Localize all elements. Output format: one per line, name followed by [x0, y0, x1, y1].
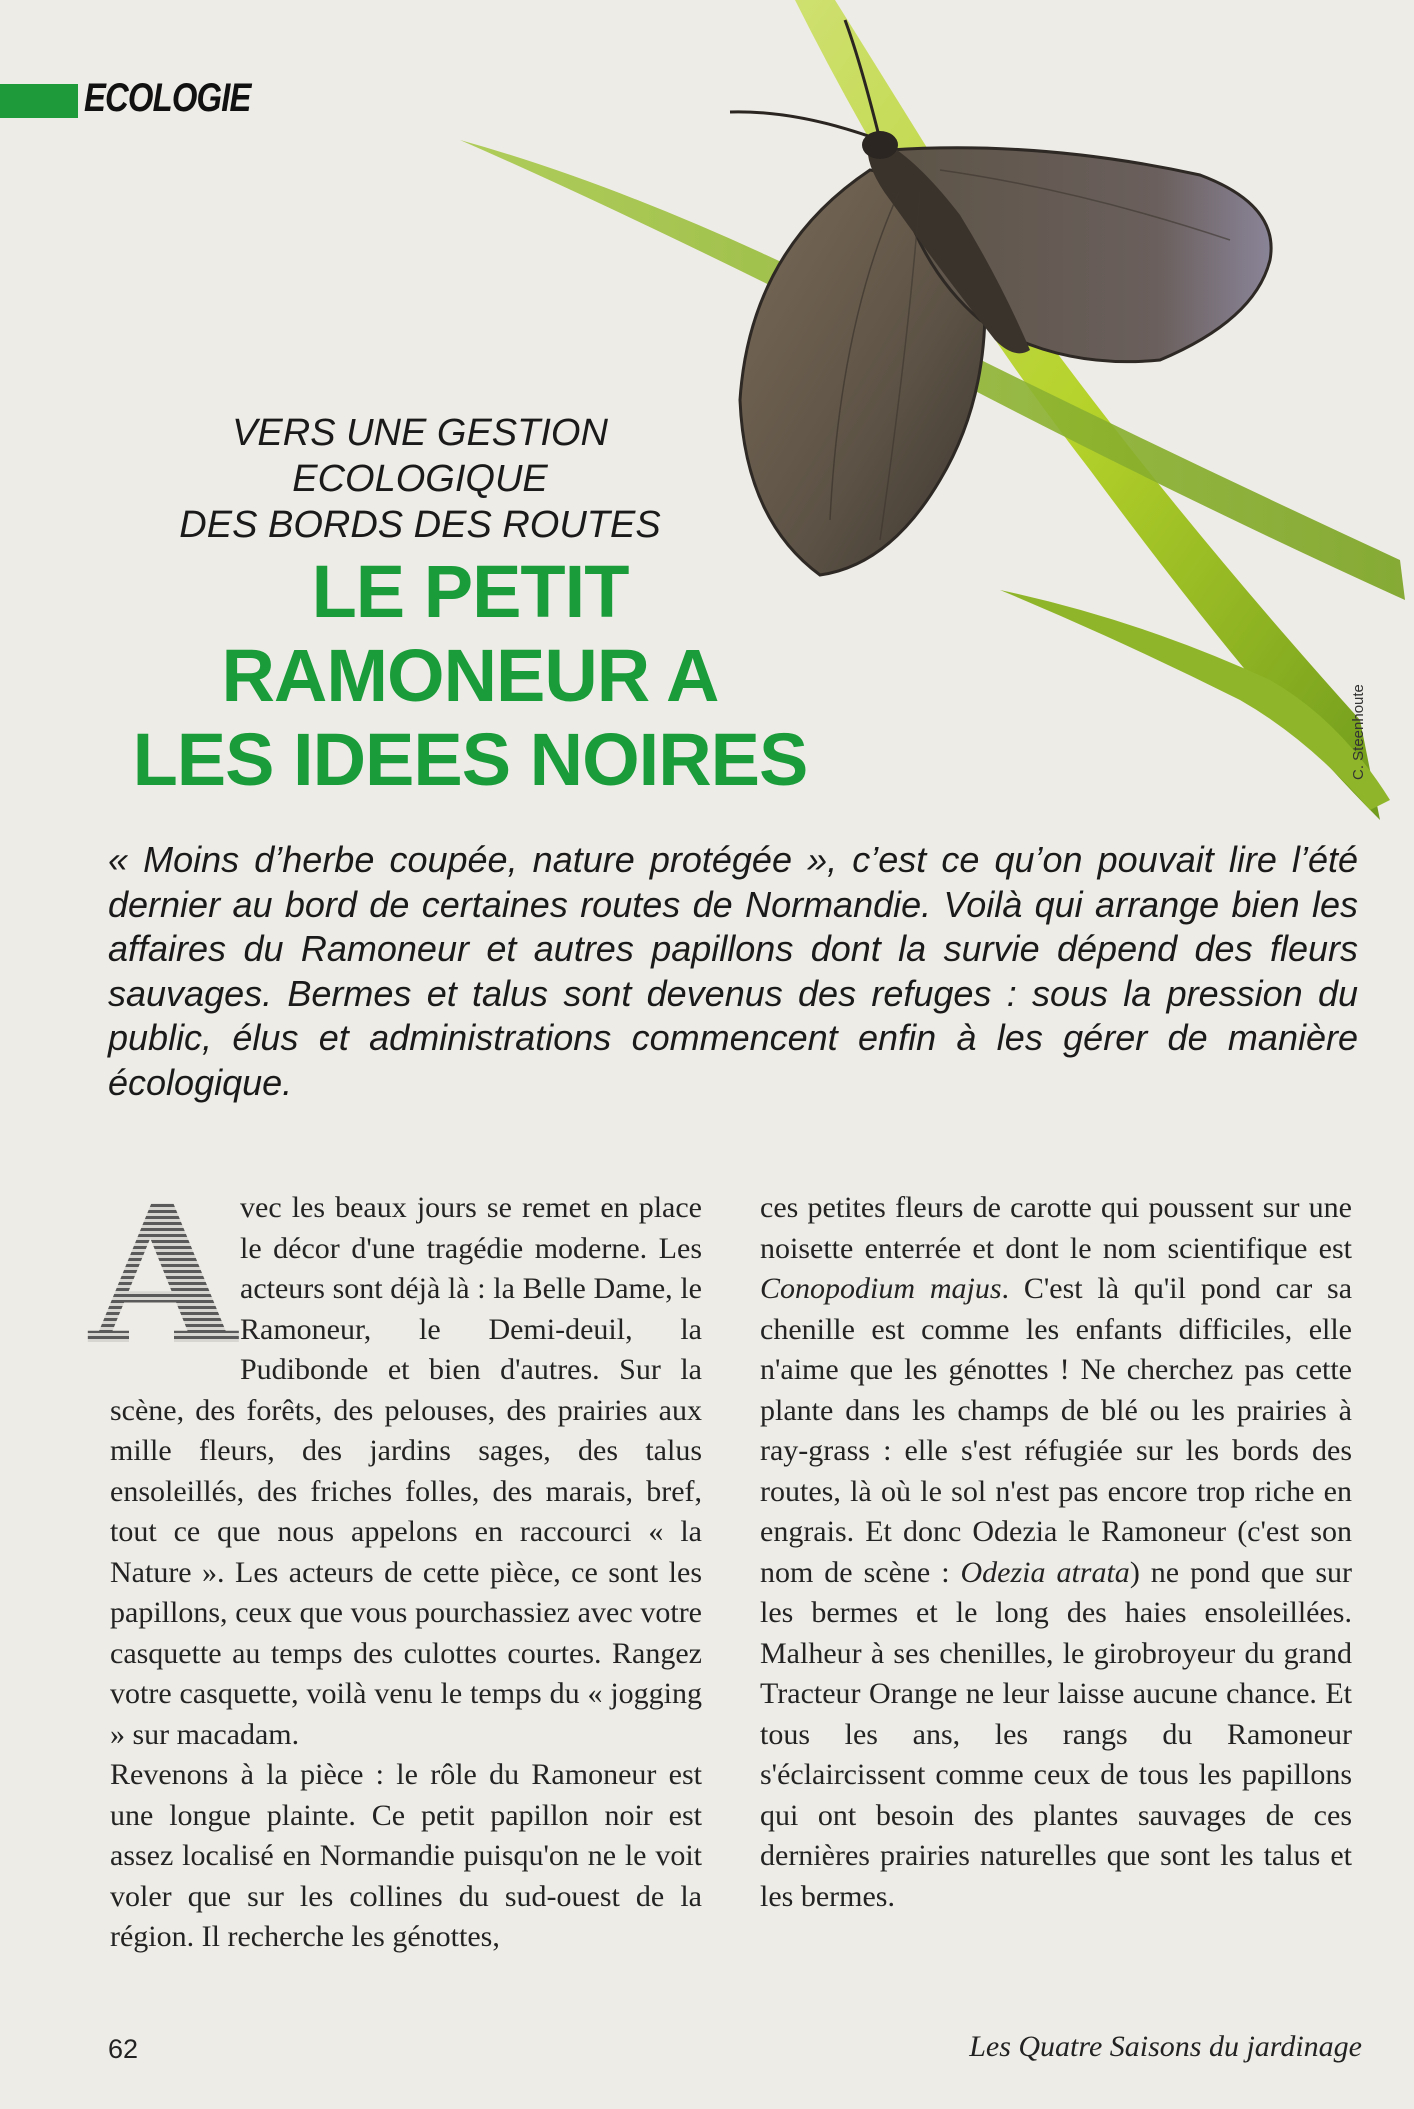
body-column-left — [89, 1164, 702, 1958]
body-paragraph-3: ces petites fleurs de carotte qui poussent sur une noisette enterrée et dont le nom scientifique est Conopodium majus. C'est là qu'il pond car sa chenille est comme les enfants difficiles, elle n'aime que les génottes ! Ne cherchez pas cette plante dans les champs de blé ou les prairies à ray-grass : elle s'est réfugiée sur les bords des routes, là où le sol n'est pas encore trop riche en engrais. Et donc Odezia le Ramoneur (c'est son nom de scène : Odezia atrata) ne pond que sur les bermes et le long des haies ensoleillées. Malheur à ses chenilles, le girobroyeur du grand Tracteur Orange ne leur laisse aucune chance. Et tous les ans, les rangs du Ramoneur s'éclaircissent comme ceux de tous les papillons qui ont besoin des plantes sauvages de ces dernières prairies naturelles que sont les talus et les bermes. — [760, 1191, 1353, 1913]
kicker — [100, 410, 740, 548]
scientific-name-conopodium: Conopodium majus — [760, 1272, 1002, 1305]
body-paragraph-2: Revenons à la pièce : le rôle du Ramoneur est une longue plainte. Ce petit papillon noir est assez localisé en Normandie puisqu'on ne le voit voler que sur les collines du sud-ouest de la région. Il recherche les génottes, — [110, 1758, 702, 1953]
body-paragraph-1: vec les beaux jours se remet en place le décor d'une tragédie moderne. Les acteurs sont déjà là : la Belle Dame, le Ramoneur, le Demi-deuil, la Pudibonde et bien d'autres. Sur la scène, des forêts, des pelouses, des prairies aux mille fleurs, des jardins sages, des talus ensoleillés, des friches folles, des marais, bref, tout ce que nous appelons en raccourci « la Nature ». Les acteurs de cette pièce, ce sont les papillons, ceux que vous pourchassiez avec votre casquette au temps des culottes courtes. Rangez votre casquette, voilà venu le temps du « jogging » sur macadam. — [110, 1191, 702, 1751]
magazine-title: Les Quatre Saisons du jardinage — [969, 2030, 1362, 2063]
kicker-line-1: VERS UNE GESTION ECOLOGIQUE — [232, 412, 608, 500]
scientific-name-odezia: Odezia atrata — [960, 1555, 1130, 1589]
section-label: ECOLOGIE — [84, 76, 251, 120]
kicker-line-2: DES BORDS DES ROUTES — [179, 504, 661, 546]
headline-line-2: LES IDEES NOIRES — [132, 718, 808, 801]
photo-credit: C. Steenhoute — [1350, 684, 1367, 780]
headline-line-1: LE PETIT RAMONEUR A — [221, 550, 719, 717]
svg-text:A: A — [89, 1164, 237, 1387]
body-column-right — [760, 1188, 1352, 1917]
page-number: 62 — [108, 2034, 139, 2064]
dropcap-letter — [89, 1164, 237, 1387]
section-color-bar — [0, 84, 78, 118]
lead-paragraph: « Moins d’herbe coupée, nature protégée », c’est ce qu’on pouvait lire l’été dernier au bord de certaines routes de Normandie. Voilà qui arrange bien les affaires du Ramoneur et autres papillons dont la survie dépend des fleurs sauvages. Bermes et talus sont devenus des refuges : sous la pression du public, élus et administrations commencent enfin à les gérer de manière écologique. — [108, 839, 1358, 1103]
headline — [90, 550, 850, 802]
